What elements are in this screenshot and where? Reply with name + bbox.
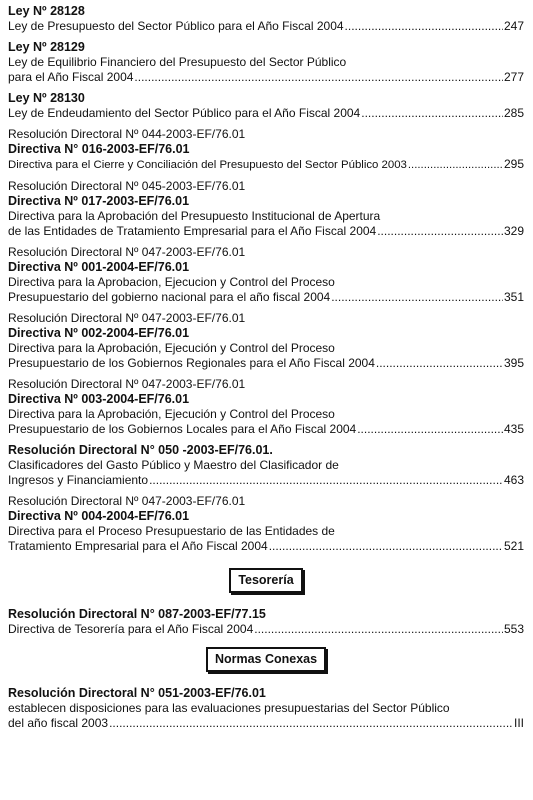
entry-title: Directiva de Tesorería para el Año Fiscal 2004 bbox=[8, 622, 254, 636]
entry-title: Directiva para la Aprobación del Presupuesto Institucional de Apertura bbox=[8, 209, 381, 223]
page-number: III bbox=[513, 716, 524, 730]
entry-resolution: Resolución Directoral Nº 045-2003-EF/76.01 bbox=[8, 179, 246, 193]
entry-heading: Resolución Directoral N° 050 -2003-EF/76.01. bbox=[8, 443, 273, 457]
entry-title: del año fiscal 2003 bbox=[8, 716, 109, 730]
entry-title: Presupuestario de los Gobiernos Locales para el Año Fiscal 2004 bbox=[8, 422, 357, 436]
leader-dots bbox=[376, 356, 503, 371]
toc-entry-resolucion-050 bbox=[8, 443, 524, 488]
section-title: Tesorería bbox=[229, 568, 302, 593]
leader-dots bbox=[269, 539, 503, 554]
leader-dots bbox=[149, 473, 503, 488]
leader-dots bbox=[345, 19, 503, 34]
page-number: 277 bbox=[503, 70, 524, 84]
entry-title-line bbox=[8, 473, 524, 488]
entry-heading: Directiva N° 016-2003-EF/76.01 bbox=[8, 142, 190, 156]
entry-heading: Ley Nº 28129 bbox=[8, 40, 85, 54]
entry-title-line bbox=[8, 106, 524, 121]
entry-title: Ley de Equilibrio Financiero del Presupuesto del Sector Público bbox=[8, 55, 347, 69]
entry-title-line bbox=[8, 19, 524, 34]
entry-title: Ley de Endeudamiento del Sector Público para el Año Fiscal 2004 bbox=[8, 106, 361, 120]
entry-title: Directiva para la Aprobacion, Ejecucion y Control del Proceso bbox=[8, 275, 335, 289]
entry-heading: Directiva Nº 001-2004-EF/76.01 bbox=[8, 260, 190, 274]
page-number: 351 bbox=[503, 290, 524, 304]
entry-heading: Ley Nº 28128 bbox=[8, 4, 85, 18]
entry-heading: Ley Nº 28130 bbox=[8, 91, 85, 105]
entry-title-line bbox=[8, 539, 524, 554]
entry-heading: Resolución Directoral N° 087-2003-EF/77.15 bbox=[8, 607, 266, 621]
entry-title: Presupuestario de los Gobiernos Regionales para el Año Fiscal 2004 bbox=[8, 356, 375, 370]
entry-title: Presupuestario del gobierno nacional para el año fiscal 2004 bbox=[8, 290, 331, 304]
toc-entry-tesoreria bbox=[8, 607, 524, 637]
entry-heading: Directiva Nº 017-2003-EF/76.01 bbox=[8, 194, 190, 208]
section-header-tesoreria bbox=[8, 568, 524, 593]
section-title: Normas Conexas bbox=[206, 647, 326, 672]
entry-title: Directiva para el Cierre y Conciliación del Presupuesto del Sector Público 2003 bbox=[8, 159, 407, 171]
entry-title: Ingresos y Financiamiento bbox=[8, 473, 149, 487]
toc-entry-normas bbox=[8, 686, 524, 731]
entry-title: Directiva para la Aprobación, Ejecución y Control del Proceso bbox=[8, 341, 335, 355]
section-header-normas-conexas bbox=[8, 647, 524, 672]
leader-dots bbox=[109, 716, 513, 731]
entry-resolution: Resolución Directoral Nº 047-2003-EF/76.01 bbox=[8, 245, 246, 259]
entry-resolution: Resolución Directoral Nº 047-2003-EF/76.01 bbox=[8, 311, 246, 325]
page-number: 285 bbox=[503, 106, 524, 120]
entry-heading: Resolución Directoral N° 051-2003-EF/76.01 bbox=[8, 686, 266, 700]
toc-entry-ley-28129 bbox=[8, 40, 524, 85]
page-number: 329 bbox=[503, 224, 524, 238]
entry-title-line bbox=[8, 356, 524, 371]
toc-entry-directiva-017 bbox=[8, 179, 524, 239]
leader-dots bbox=[377, 224, 503, 239]
leader-dots bbox=[331, 290, 503, 305]
entry-heading: Directiva Nº 002-2004-EF/76.01 bbox=[8, 326, 190, 340]
page-number: 463 bbox=[503, 473, 524, 487]
entry-title-line bbox=[8, 622, 524, 637]
page-number: 521 bbox=[503, 539, 524, 553]
table-of-contents bbox=[8, 4, 524, 737]
entry-title: Clasificadores del Gasto Público y Maestro del Clasificador de bbox=[8, 458, 339, 472]
entry-title-line bbox=[8, 157, 524, 173]
page-number: 395 bbox=[503, 356, 524, 370]
entry-title: para el Año Fiscal 2004 bbox=[8, 70, 134, 84]
leader-dots bbox=[408, 158, 503, 173]
entry-resolution: Resolución Directoral Nº 047-2003-EF/76.01 bbox=[8, 377, 246, 391]
entry-title: Directiva para el Proceso Presupuestario de las Entidades de bbox=[8, 524, 335, 538]
toc-entry-directiva-002 bbox=[8, 311, 524, 371]
toc-entry-directiva-001 bbox=[8, 245, 524, 305]
entry-title-line bbox=[8, 290, 524, 305]
toc-entry-ley-28128 bbox=[8, 4, 524, 34]
toc-entry-directiva-016 bbox=[8, 127, 524, 173]
entry-title: Ley de Presupuesto del Sector Público para el Año Fiscal 2004 bbox=[8, 19, 344, 33]
leader-dots bbox=[254, 622, 503, 637]
toc-entry-ley-28130 bbox=[8, 91, 524, 121]
entry-title-line bbox=[8, 716, 524, 731]
leader-dots bbox=[357, 422, 503, 437]
page-number: 553 bbox=[503, 622, 524, 636]
entry-title: Tratamiento Empresarial para el Año Fiscal 2004 bbox=[8, 539, 268, 553]
toc-entry-directiva-003 bbox=[8, 377, 524, 437]
leader-dots bbox=[361, 106, 503, 121]
page-number: 435 bbox=[503, 422, 524, 436]
leader-dots bbox=[134, 70, 503, 85]
entry-heading: Directiva Nº 003-2004-EF/76.01 bbox=[8, 392, 190, 406]
entry-title-line bbox=[8, 224, 524, 239]
entry-title: establecen disposiciones para las evaluaciones presupuestarias del Sector Público bbox=[8, 701, 450, 715]
entry-title: de las Entidades de Tratamiento Empresarial para el Año Fiscal 2004 bbox=[8, 224, 377, 238]
entry-title-line bbox=[8, 70, 524, 85]
entry-title: Directiva para la Aprobación, Ejecución y Control del Proceso bbox=[8, 407, 335, 421]
page-number: 295 bbox=[503, 157, 524, 171]
entry-heading: Directiva Nº 004-2004-EF/76.01 bbox=[8, 509, 190, 523]
entry-resolution: Resolución Directoral Nº 047-2003-EF/76.01 bbox=[8, 494, 246, 508]
entry-resolution: Resolución Directoral Nº 044-2003-EF/76.01 bbox=[8, 127, 246, 141]
toc-entry-directiva-004 bbox=[8, 494, 524, 554]
entry-title-line bbox=[8, 422, 524, 437]
page-number: 247 bbox=[503, 19, 524, 33]
